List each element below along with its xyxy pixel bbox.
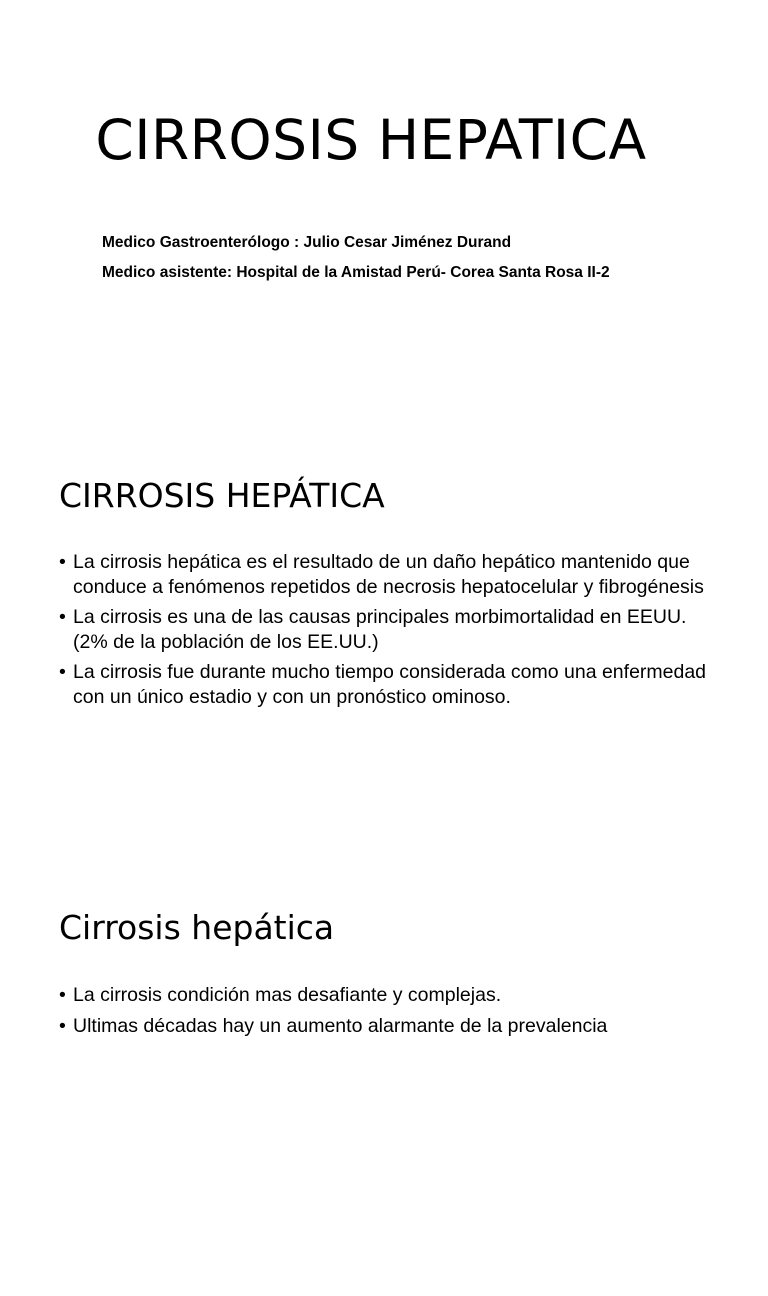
bullet-text: La cirrosis fue durante mucho tiempo considerada como una enfermedad con un único estadio y con un pronóstico ominoso. — [73, 661, 707, 708]
bullet-icon: • — [59, 984, 66, 1006]
bullet-list — [59, 983, 719, 1044]
bullet-icon: • — [59, 551, 66, 573]
author-info — [102, 228, 610, 288]
bullet-list — [59, 550, 719, 715]
bullet-item — [59, 1014, 719, 1039]
bullet-icon: • — [59, 661, 66, 683]
bullet-item — [59, 660, 719, 709]
slide-overview — [0, 864, 768, 1296]
bullet-icon: • — [59, 606, 66, 628]
presentation-title: CIRROSIS HEPATICA — [95, 108, 647, 172]
bullet-item — [59, 605, 719, 654]
bullet-item — [59, 550, 719, 599]
bullet-text: La cirrosis condición mas desafiante y complejas. — [73, 984, 502, 1006]
bullet-item — [59, 983, 719, 1008]
slide-definition — [0, 432, 768, 864]
bullet-icon: • — [59, 1014, 66, 1037]
affiliation-line: Medico asistente: Hospital de la Amistad Perú- Corea Santa Rosa II-2 — [102, 264, 610, 281]
bullet-text: La cirrosis hepática es el resultado de un daño hepático mantenido que conduce a fenómenos repetidos de necrosis hepatocelular y fibrogénesis — [73, 551, 704, 598]
slide-title-page — [0, 0, 768, 432]
slide-heading: Cirrosis hepática — [59, 908, 335, 947]
slide-heading: CIRROSIS HEPÁTICA — [59, 476, 385, 515]
bullet-text: La cirrosis es una de las causas principales morbimortalidad en EEUU. (2% de la población de los EE.UU.) — [73, 606, 687, 653]
author-line: Medico Gastroenterólogo : Julio Cesar Jiménez Durand — [102, 234, 512, 251]
bullet-text: Ultimas décadas hay un aumento alarmante de la prevalencia — [73, 1014, 608, 1037]
